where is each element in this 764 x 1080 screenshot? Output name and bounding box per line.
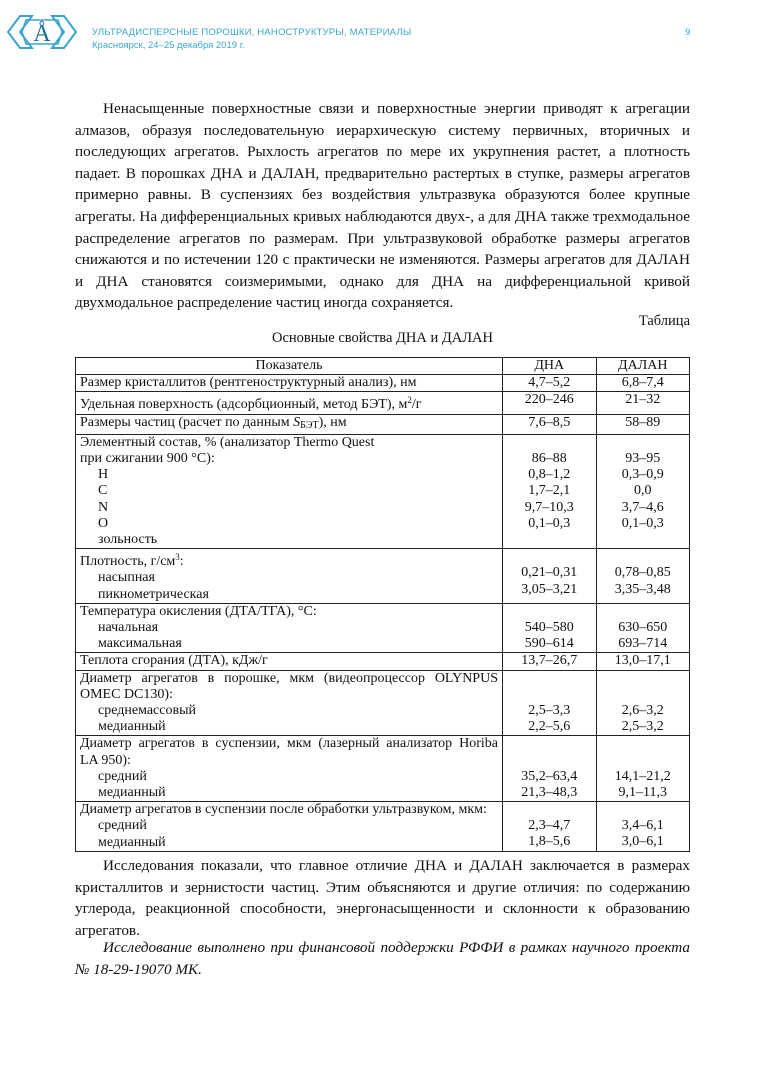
table-row bbox=[76, 414, 690, 434]
row-label: Плотность, $г/см^3$: насыпная пикнометрическая bbox=[76, 549, 503, 604]
logo-letter: Å bbox=[33, 21, 51, 47]
dalan-value: 58–89 bbox=[596, 414, 690, 434]
dna-value: 13,7–26,7 bbox=[503, 653, 597, 670]
row-label: Диаметр агрегатов в порошке, мкм (видеопроцессор OLYNPUS OMEC DC130): среднемассовый медианный bbox=[76, 670, 503, 736]
dna-value: 4,7–5,2 bbox=[503, 375, 597, 392]
table-row bbox=[76, 549, 690, 604]
row-label: Удельная поверхность (адсорбционный, метод БЭТ), $м^2/г$ bbox=[76, 392, 503, 414]
properties-table bbox=[75, 357, 690, 852]
paragraph-acknowledgement: Исследование выполнено при финансовой поддержки РФФИ в рамках научного проекта № 18-29-19070 МК. bbox=[75, 939, 690, 978]
table-header-row bbox=[76, 358, 690, 375]
paragraph-aggregates: Ненасыщенные поверхностные связи и поверхностные энергии приводят к агрегации алмазов, образуя последовательную иерархическую систему первичных, вторичных и последующих агрегатов. Рыхлость агрегатов по мере их укрупнения растет, а плотность падает. В порошках ДНА и ДАЛАН, предварительно растертых в ступке, размеры агрегатов примерно равны. В суспензиях без воздействия ультразвука образуются более крупные агрегаты. На дифференциальных кривых наблюдаются двух-, а для ДНА также трехмодальное распределение агрегатов по размерам. При ультразвуковой обработке размеры агрегатов снижаются и по истечении 120 с практически не изменяются. Размеры агрегатов для ДАЛАН и ДНА становятся соизмеримыми, однако для ДНА на дифференциальной кривой двухмодальное распределение частиц иногда сохраняется. bbox=[75, 100, 690, 312]
dalan-value: 14,1–21,2 9,1–11,3 bbox=[596, 736, 690, 802]
dna-value: 0,21–0,31 3,05–3,21 bbox=[503, 549, 597, 604]
table-row bbox=[76, 670, 690, 736]
conference-logo-icon bbox=[6, 10, 78, 54]
table-title: Основные свойства ДНА и ДАЛАН bbox=[272, 330, 493, 346]
table-row bbox=[76, 434, 690, 548]
dna-value: 2,3–4,7 1,8–5,6 bbox=[503, 802, 597, 852]
dalan-value: 21–32 bbox=[596, 392, 690, 414]
dna-value: 2,5–3,3 2,2–5,6 bbox=[503, 670, 597, 736]
row-label: Теплота сгорания (ДТА), кДж/г bbox=[76, 653, 503, 670]
header-dna: ДНА bbox=[503, 358, 597, 375]
row-label: Температура окисления (ДТА/ТГА), °C: начальная максимальная bbox=[76, 603, 503, 653]
row-label: Размеры частиц (расчет по данным $S_{БЭТ}$), нм bbox=[76, 414, 503, 434]
dalan-value: 0,78–0,85 3,35–3,48 bbox=[596, 549, 690, 604]
dna-value: 220–246 bbox=[503, 392, 597, 414]
dalan-value: 13,0–17,1 bbox=[596, 653, 690, 670]
header-dalan: ДАЛАН bbox=[596, 358, 690, 375]
dna-value: 35,2–63,4 21,3–48,3 bbox=[503, 736, 597, 802]
paragraph-conclusion: Исследования показали, что главное отличие ДНА и ДАЛАН заключается в размерах кристаллитов и зернистости частиц. Этим объясняются и другие отличия: по содержанию углерода, реакционной способности, энергонасыщенности и склонности к образованию агрегатов. bbox=[75, 857, 690, 939]
dalan-value: 3,4–6,1 3,0–6,1 bbox=[596, 802, 690, 852]
header-parameter: Показатель bbox=[76, 358, 503, 375]
dna-value: 540–580 590–614 bbox=[503, 603, 597, 653]
dalan-value: 630–650 693–714 bbox=[596, 603, 690, 653]
dalan-value: 2,6–3,2 2,5–3,2 bbox=[596, 670, 690, 736]
row-label: Диаметр агрегатов в суспензии, мкм (лазерный анализатор Horiba LA 950): средний медианный bbox=[76, 736, 503, 802]
page-number: 9 bbox=[685, 27, 691, 38]
dna-value: 86–88 0,8–1,2 1,7–2,1 9,7–10,3 0,1–0,3 bbox=[503, 434, 597, 548]
header-subtitle: Красноярск, 24–25 декабря 2019 г. bbox=[92, 40, 245, 51]
table-row bbox=[76, 653, 690, 670]
dalan-value: 93–95 0,3–0,9 0,0 3,7–4,6 0,1–0,3 bbox=[596, 434, 690, 548]
table-row bbox=[76, 375, 690, 392]
row-label: Элементный состав, % (анализатор Thermo Quest при сжигании 900 °C): H C N O зольность bbox=[76, 434, 503, 548]
table-row bbox=[76, 802, 690, 852]
table-label: Таблица bbox=[638, 313, 690, 329]
table-row bbox=[76, 392, 690, 414]
table-row bbox=[76, 603, 690, 653]
row-label: Диаметр агрегатов в суспензии после обработки ультразвуком, мкм: средний медианный bbox=[76, 802, 503, 852]
page-header bbox=[0, 0, 764, 60]
header-title: УЛЬТРАДИСПЕРСНЫЕ ПОРОШКИ, НАНОСТРУКТУРЫ, МАТЕРИАЛЫ bbox=[92, 27, 412, 38]
dna-value: 7,6–8,5 bbox=[503, 414, 597, 434]
table-row bbox=[76, 736, 690, 802]
row-label: Размер кристаллитов (рентгеноструктурный анализ), нм bbox=[76, 375, 503, 392]
dalan-value: 6,8–7,4 bbox=[596, 375, 690, 392]
